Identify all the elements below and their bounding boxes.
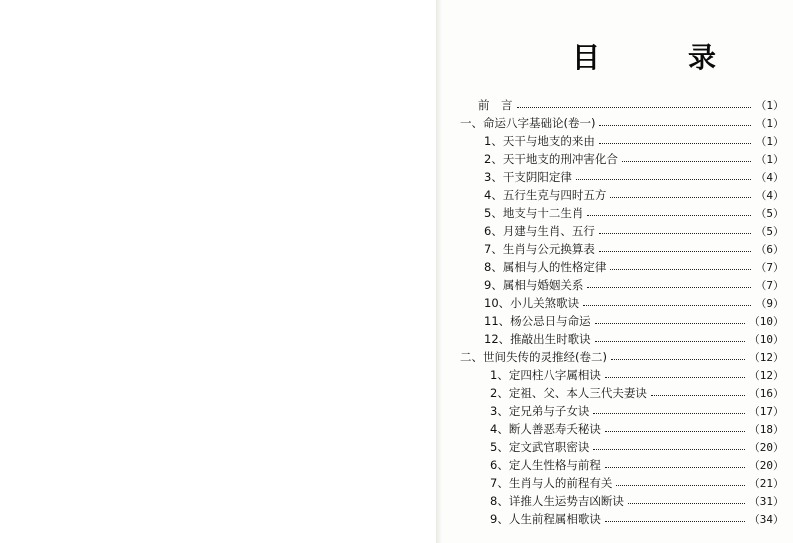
toc-entry-page: （34）: [748, 513, 784, 526]
leader-dots: [576, 179, 752, 180]
leader-dots: [605, 431, 745, 432]
toc-entry-page: （4）: [755, 189, 784, 202]
toc-entry-page: （10）: [748, 333, 784, 346]
leader-dots: [611, 359, 745, 360]
toc-entry-page: （1）: [755, 135, 784, 148]
toc-entry: [454, 492, 784, 510]
toc-entry-label: 5、定文武官职密诀: [490, 440, 590, 454]
toc-entry: [454, 114, 784, 132]
leader-dots: [622, 161, 752, 162]
toc-entry-page: （7）: [755, 261, 784, 274]
toc-entry: [454, 510, 784, 528]
toc-entry-page: （18）: [748, 423, 784, 436]
toc-entry-page: （9）: [755, 297, 784, 310]
leader-dots: [593, 413, 744, 414]
toc-entry-page: （4）: [755, 171, 784, 184]
toc-entry-label: 前 言: [478, 98, 513, 112]
toc-entry-page: （5）: [755, 207, 784, 220]
toc-entry-label: 10、小儿关煞歌诀: [484, 296, 580, 310]
leader-dots: [610, 197, 751, 198]
toc-entry: [454, 348, 784, 366]
toc-entry-label: 9、人生前程属相歌诀: [490, 512, 601, 526]
toc-entry: [454, 132, 784, 150]
toc-entry: [454, 438, 784, 456]
toc-entry-page: （20）: [748, 459, 784, 472]
toc-entry-label: 7、生肖与公元换算表: [484, 242, 595, 256]
leader-dots: [587, 287, 751, 288]
toc-entry-page: （12）: [748, 351, 784, 364]
toc-entry-page: （7）: [755, 279, 784, 292]
toc-entry-page: （20）: [748, 441, 784, 454]
toc-entry-page: （1）: [755, 99, 784, 112]
leader-dots: [605, 377, 745, 378]
leader-dots: [651, 395, 745, 396]
toc-entry-label: 9、属相与婚姻关系: [484, 278, 584, 292]
toc-entry: [454, 402, 784, 420]
toc-entry: [454, 366, 784, 384]
leader-dots: [605, 521, 745, 522]
toc-entry: [454, 312, 784, 330]
toc-entry-page: （6）: [755, 243, 784, 256]
toc-entry: [454, 240, 784, 258]
toc-entry-page: （21）: [748, 477, 784, 490]
toc-entry-label: 2、天干地支的刑冲害化合: [484, 152, 618, 166]
leader-dots: [587, 215, 751, 216]
toc-entry-label: 6、月建与生肖、五行: [484, 224, 595, 238]
toc-entry-label: 1、天干与地支的来由: [484, 134, 595, 148]
toc-entry: [454, 222, 784, 240]
toc-entry-label: 8、详推人生运势吉凶断诀: [490, 494, 624, 508]
toc-entry-label: 12、推敲出生时歌诀: [484, 332, 591, 346]
toc-entry-label: 一、命运八字基础论(卷一): [460, 116, 596, 130]
leader-dots: [599, 233, 752, 234]
toc-entry: [454, 330, 784, 348]
toc-entry: [454, 168, 784, 186]
leader-dots: [605, 467, 745, 468]
toc-entry-label: 2、定祖、父、本人三代夫妻诀: [490, 386, 647, 400]
toc-entry: [454, 276, 784, 294]
toc-entry-label: 7、生肖与人的前程有关: [490, 476, 613, 490]
toc-entry: [454, 456, 784, 474]
leader-dots: [583, 305, 751, 306]
toc-entry-page: （5）: [755, 225, 784, 238]
toc-entry-page: （16）: [748, 387, 784, 400]
toc-entry-page: （1）: [755, 117, 784, 130]
leader-dots: [599, 143, 752, 144]
table-of-contents: [454, 96, 784, 528]
toc-entry: [454, 204, 784, 222]
toc-entry: [454, 294, 784, 312]
toc-entry-label: 二、世间失传的灵推经(卷二): [460, 350, 607, 364]
toc-entry-page: （12）: [748, 369, 784, 382]
leader-dots: [599, 125, 751, 126]
toc-entry-label: 4、断人善恶寿夭秘诀: [490, 422, 601, 436]
toc-entry-label: 4、五行生克与四时五方: [484, 188, 607, 202]
leader-dots: [595, 341, 745, 342]
leader-dots: [599, 251, 752, 252]
toc-entry: [454, 420, 784, 438]
toc-entry: [454, 258, 784, 276]
toc-entry-label: 11、杨公忌日与命运: [484, 314, 591, 328]
toc-entry: [454, 384, 784, 402]
toc-entry: [454, 186, 784, 204]
toc-entry-label: 6、定人生性格与前程: [490, 458, 601, 472]
toc-entry-label: 3、干支阴阳定律: [484, 170, 572, 184]
toc-entry-label: 5、地支与十二生肖: [484, 206, 584, 220]
toc-entry: [454, 150, 784, 168]
leader-dots: [517, 107, 752, 108]
toc-entry: [454, 96, 784, 114]
toc-entry-label: 1、定四柱八字属相诀: [490, 368, 601, 382]
toc-entry-page: （17）: [748, 405, 784, 418]
leader-dots: [610, 269, 751, 270]
toc-entry-label: 8、属相与人的性格定律: [484, 260, 607, 274]
leader-dots: [593, 449, 744, 450]
toc-entry-page: （10）: [748, 315, 784, 328]
toc-entry-page: （31）: [748, 495, 784, 508]
leader-dots: [628, 503, 745, 504]
page-fold: [436, 0, 442, 543]
page-title: 目 录: [572, 41, 747, 74]
leader-dots: [616, 485, 744, 486]
toc-entry: [454, 474, 784, 492]
toc-entry-label: 3、定兄弟与子女诀: [490, 404, 590, 418]
leader-dots: [595, 323, 745, 324]
toc-entry-page: （1）: [755, 153, 784, 166]
